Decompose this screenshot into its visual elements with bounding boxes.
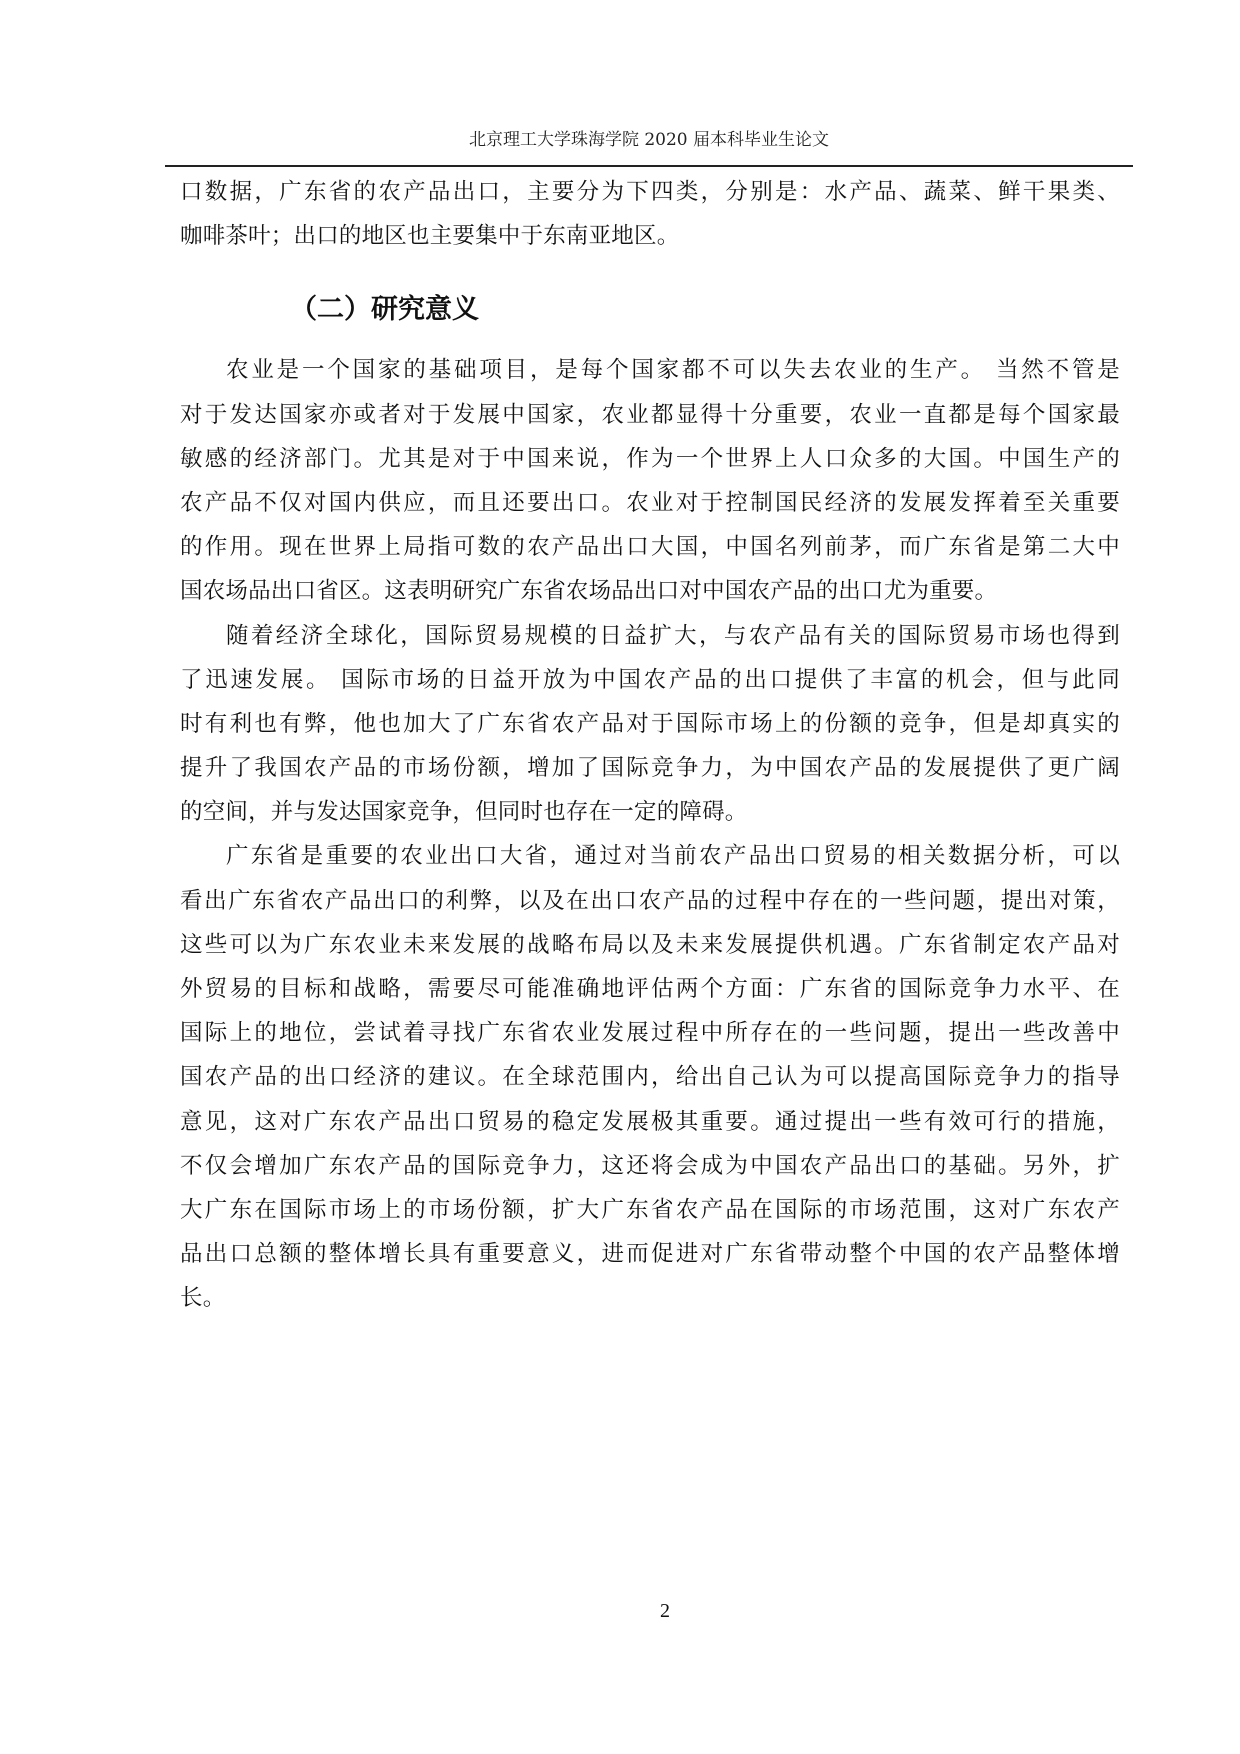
body-line: 农产品不仅对国内供应，而且还要出口。农业对于控制国民经济的发展发挥着至关重要 (180, 489, 1120, 516)
running-header: 北京理工大学珠海学院 2020 届本科毕业生论文 (468, 130, 830, 150)
paragraph-2 (180, 614, 1120, 835)
body-line: 长。 (180, 1285, 226, 1312)
body-line: 了迅速发展。 国际市场的日益开放为中国农产品的出口提供了丰富的机会，但与此同 (180, 666, 1120, 693)
body-line: 品出口总额的整体增长具有重要意义，进而促进对广东省带动整个中国的农产品整体增 (180, 1241, 1120, 1268)
body-line: 的空间，并与发达国家竞争，但同时也存在一定的障碍。 (180, 799, 748, 826)
section-heading: （二）研究意义 (290, 294, 479, 326)
page-number: 2 (660, 1600, 670, 1622)
body-line: 不仅会增加广东农产品的国际竞争力，这还将会成为中国农产品出口的基础。另外，扩 (180, 1152, 1120, 1179)
body-line: 提升了我国农产品的市场份额，增加了国际竞争力，为中国农产品的发展提供了更广阔 (180, 755, 1120, 782)
body-line: 国农产品的出口经济的建议。在全球范围内，给出自己认为可以提高国际竞争力的指导 (180, 1064, 1120, 1091)
body-line: 对于发达国家亦或者对于发展中国家，农业都显得十分重要，农业一直都是每个国家最 (180, 401, 1120, 428)
body-line: 时有利也有弊，他也加大了广东省农产品对于国际市场上的份额的竞争，但是却真实的 (180, 710, 1120, 737)
body-line: 口数据，广东省的农产品出口，主要分为下四类，分别是：水产品、蔬菜、鲜干果类、 (180, 179, 1120, 205)
body-line: 农业是一个国家的基础项目，是每个国家都不可以失去农业的生产。 当然不管是 (226, 357, 1120, 384)
paragraph-1 (180, 348, 1120, 613)
body-line: 大广东在国际市场上的市场份额，扩大广东省农产品在国际的市场范围，这对广东农产 (180, 1196, 1120, 1223)
header-rule (165, 165, 1133, 167)
body-line: 敏感的经济部门。尤其是对于中国来说，作为一个世界上人口众多的大国。中国生产的 (180, 445, 1120, 472)
page-body (180, 170, 1120, 1321)
body-line: 国际上的地位，尝试着寻找广东省农业发展过程中所存在的一些问题，提出一些改善中 (180, 1020, 1120, 1047)
body-line: 广东省是重要的农业出口大省，通过对当前农产品出口贸易的相关数据分析，可以 (226, 843, 1120, 870)
body-line: 意见，这对广东农产品出口贸易的稳定发展极其重要。通过提出一些有效可行的措施， (180, 1108, 1120, 1135)
body-line: 外贸易的目标和战略，需要尽可能准确地评估两个方面：广东省的国际竞争力水平、在 (180, 976, 1120, 1002)
body-line: 这些可以为广东农业未来发展的战略布局以及未来发展提供机遇。广东省制定农产品对 (180, 931, 1120, 958)
body-line: 的作用。现在世界上局指可数的农产品出口大国，中国名列前茅，而广东省是第二大中 (180, 534, 1120, 561)
body-line: 看出广东省农产品出口的利弊，以及在出口农产品的过程中存在的一些问题，提出对策， (180, 887, 1120, 914)
body-line: 咖啡茶叶；出口的地区也主要集中于东南亚地区。 (180, 223, 680, 250)
body-line: 国农场品出口省区。这表明研究广东省农场品出口对中国农产品的出口尤为重要。 (180, 578, 998, 605)
body-line: 随着经济全球化，国际贸易规模的日益扩大，与农产品有关的国际贸易市场也得到 (226, 622, 1120, 649)
paragraph-3 (180, 834, 1120, 1320)
